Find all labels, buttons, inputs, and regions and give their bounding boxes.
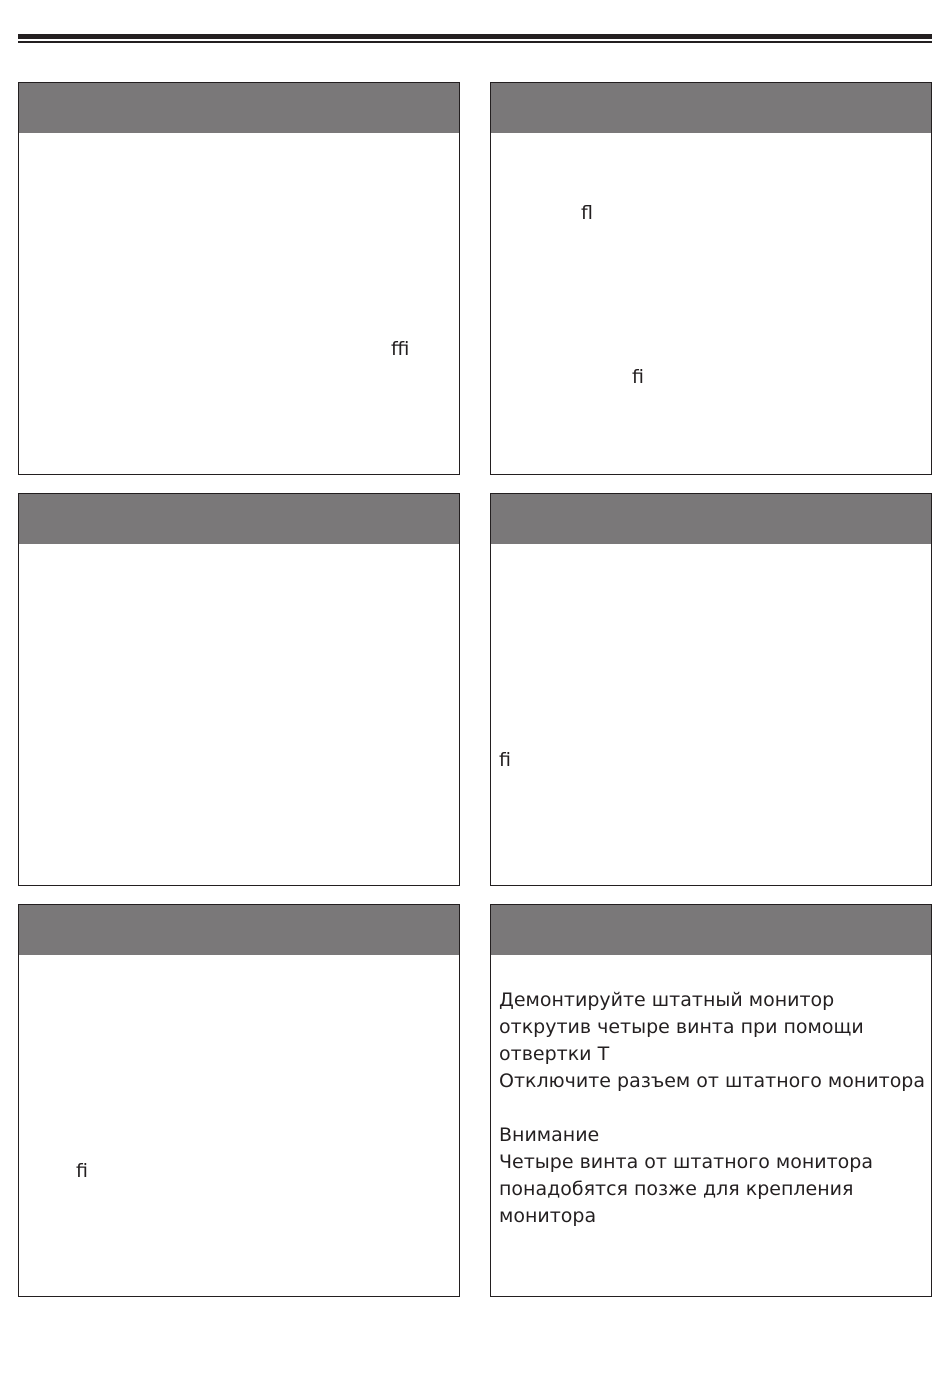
panel-5-header: [19, 905, 459, 955]
panel-1: [18, 82, 460, 475]
panel-6-header: [491, 905, 931, 955]
instruction-line: Демонтируйте штатный монитор: [499, 989, 835, 1011]
panel-3: [18, 493, 460, 886]
panel-1-header: [19, 83, 459, 133]
panel-1-ligature-glyph: ﬃ: [391, 338, 410, 360]
warning-line: Четыре винта от штатного монитора: [499, 1151, 874, 1173]
panel-2: [490, 82, 932, 475]
panel-4-ligature-glyph: ﬁ: [499, 749, 511, 771]
panel-3-header: [19, 494, 459, 544]
panel-4-header: [491, 494, 931, 544]
panel-4: [490, 493, 932, 886]
panel-5: [18, 904, 460, 1297]
panel-2-ligature-glyph-2: ﬁ: [632, 366, 644, 388]
paragraph-gap: [499, 1095, 919, 1122]
warning-line: монитора: [499, 1205, 597, 1227]
instruction-line: Отключите разъем от штатного монитора: [499, 1070, 926, 1092]
panel-2-ligature-glyph-1: ﬂ: [581, 202, 593, 224]
warning-title: Внимание: [499, 1124, 600, 1146]
panel-6-instructions: [499, 987, 926, 1230]
top-rule-thin: [18, 41, 932, 43]
instruction-line: открутив четыре винта при помощи: [499, 1016, 864, 1038]
top-rule-thick: [18, 34, 932, 39]
panel-5-ligature-glyph: ﬁ: [76, 1160, 88, 1182]
warning-line: понадобятся позже для крепления: [499, 1178, 854, 1200]
instruction-line: отвертки Т: [499, 1043, 610, 1065]
panel-6: [490, 904, 932, 1297]
panel-2-header: [491, 83, 931, 133]
